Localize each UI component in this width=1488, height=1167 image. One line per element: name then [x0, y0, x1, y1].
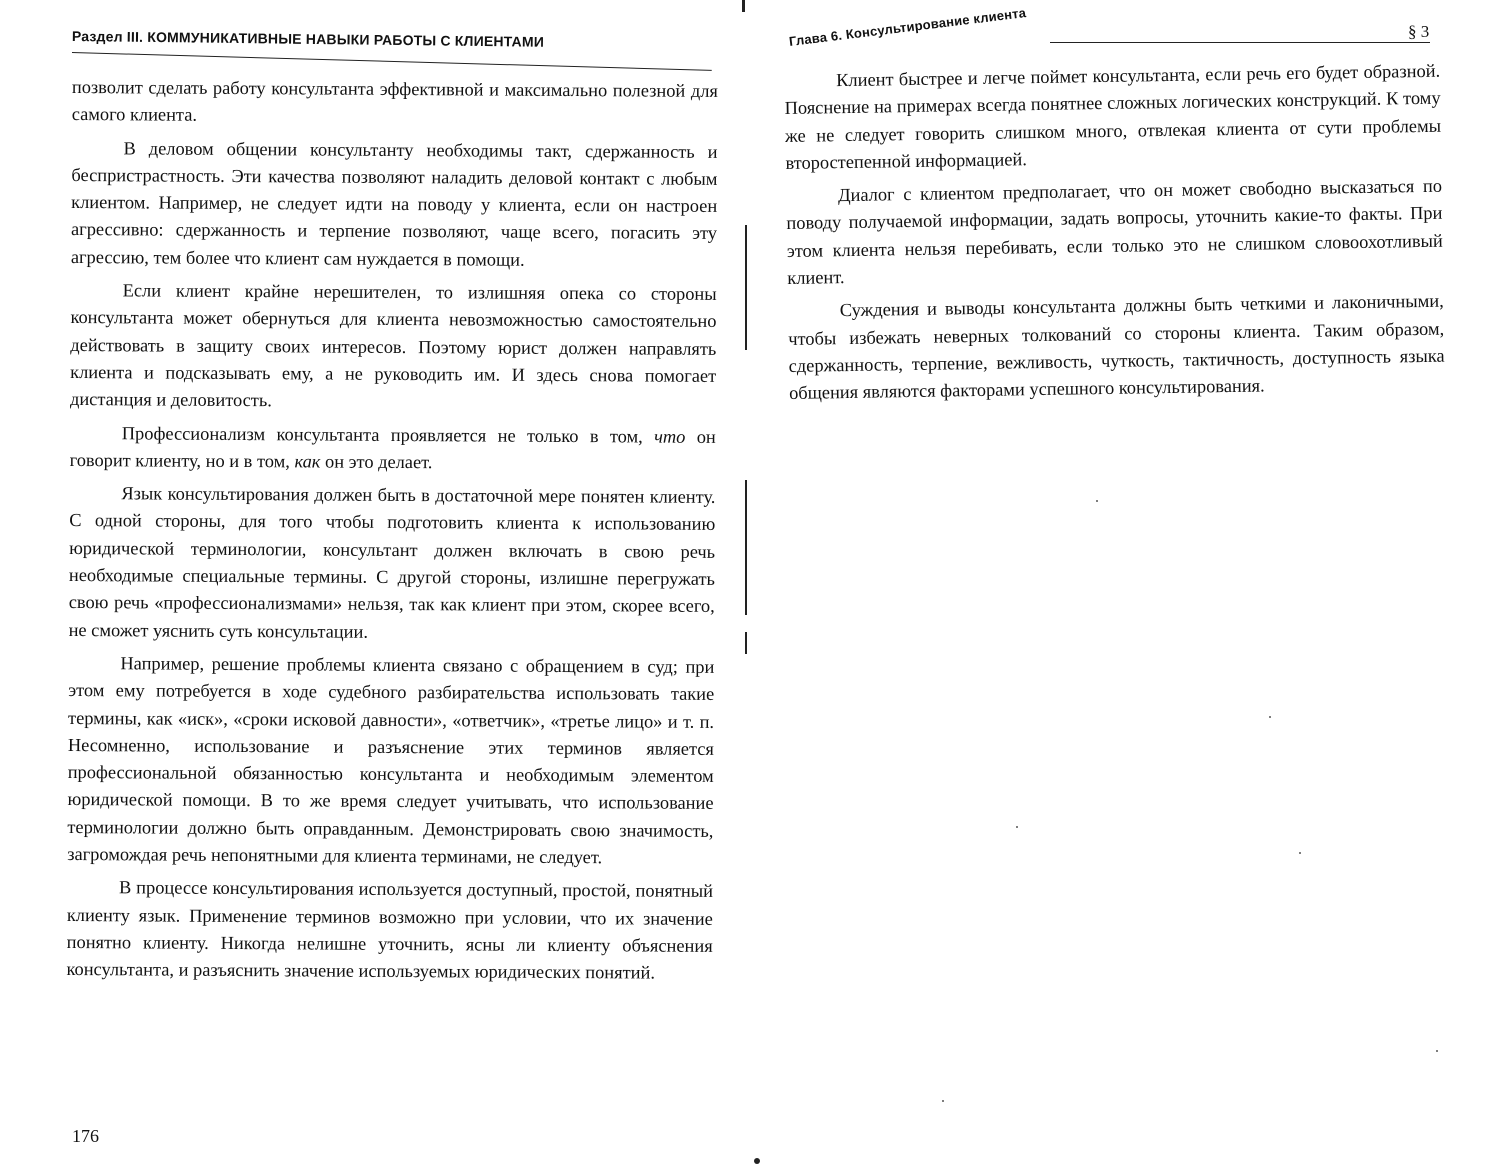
- scan-speck: [1269, 716, 1271, 718]
- emphasis-what: что: [654, 426, 686, 447]
- scan-speck: [1436, 1050, 1438, 1052]
- page-number: 176: [72, 1126, 99, 1146]
- paragraph: В деловом общении консультанту необходимы такт, сдержанность и беспристрастность. Эти качества позволяют наладить деловой контакт с любым клиентом. Например, не следует идти на поводу у клиента, если он настроен агрессивно: сдержанность и терпение позволяют, чаще всего, погасить эту агрессию, тем более что клиент сам нуждается в помощи.: [70, 137, 718, 270]
- scan-speck: [942, 1100, 944, 1102]
- emphasis-how: как: [294, 451, 321, 472]
- scan-speck: [1096, 500, 1098, 502]
- paragraph: Диалог с клиентом предполагает, что он может свободно высказаться по поводу получаемой информации, задать вопросы, уточнить какие-то факты. При этом клиента нельзя перебивать, если только это не слишком словоохотливый клиент.: [786, 175, 1443, 289]
- text-run: Профессионализм консультанта проявляется не только в том,: [121, 422, 655, 447]
- paragraph-professionalism: [70, 420, 716, 479]
- left-running-head: Раздел III. КОММУНИКАТИВНЫЕ НАВЫКИ РАБОТЫ С КЛИЕНТАМИ: [71, 28, 545, 50]
- right-text-column: [784, 58, 1445, 414]
- scan-speck: [1016, 826, 1018, 828]
- right-running-head: Глава 6. Консультирование клиента: [788, 5, 1027, 50]
- right-header-rule: [1050, 42, 1430, 43]
- left-header-rule: [72, 52, 712, 71]
- scan-speck: [1299, 852, 1301, 854]
- right-page: [744, 0, 1488, 1167]
- paragraph: Суждения и выводы консультанта должны быть четкими и лаконичными, чтобы избежать неверных толкований со стороны клиента. Таким образом, сдержанность, терпение, вежливость, чуткость, тактичность, доступность языка общения являются факторами успешного консультирования.: [788, 291, 1445, 404]
- paragraph: позволит сделать работу консультанта эффективной и максимально полезной для самого клиента.: [71, 76, 718, 126]
- text-run: он это делает.: [320, 451, 433, 473]
- paragraph: Клиент быстрее и легче поймет консультанта, если речь его будет образной. Пояснение на примерах всегда понятнее сложных логических конструкций. К тому же не следует говорить слишком много, отвлекая клиента от сути проблемы второстепенной информацией.: [784, 60, 1442, 173]
- paragraph: В процессе консультирования используется доступный, простой, понятный клиенту язык. Применение терминов возможно при условии, что их значение понятно клиенту. Никогда нелишне уточнить, ясны ли клиенту объяснения консультанта, и разъяснить значение используемых юридических понятий.: [66, 877, 714, 983]
- text-run: он говорит клиенту, но и в том,: [69, 426, 716, 472]
- paragraph: Язык консультирования должен быть в достаточной мере понятен клиенту. С одной стороны, для того чтобы подготовить клиента к использованию юридической терминологии, консультант должен включать в свою речь необходимые специальные термины. С другой стороны, излишне перегружать свою речь «профессионализмами» нельзя, так как клиент при этом, скорее всего, не сможет уяснить суть консультации.: [68, 483, 716, 642]
- left-text-column: [66, 74, 718, 993]
- paragraph: Если клиент крайне нерешителен, то излишняя опека со стороны консультанта может обернуться для клиента невозможностью самостоятельно действовать в защиту своих интересов. Поэтому юрист должен направлять клиента и подсказывать ему, а не руководить им. И здесь снова помогает дистанция и деловитость.: [69, 280, 717, 411]
- section-mark: § 3: [1408, 22, 1430, 41]
- paragraph: Например, решение проблемы клиента связано с обращением в суд; при этом ему потребуется в ходе судебного разбирательства использовать такие термины, как «иск», «сроки исковой давности», «ответчик», «третье лицо» и т. п. Несомненно, использование и разъяснение этих терминов является профессиональной обязанностью консультанта и необходимым элементом юридической помощи. В то же время следует учитывать, что использование терминологии должно быть оправданным. Демонстрировать свою значимость, загромождая речь непонятными для клиента терминами, не следует.: [67, 653, 715, 868]
